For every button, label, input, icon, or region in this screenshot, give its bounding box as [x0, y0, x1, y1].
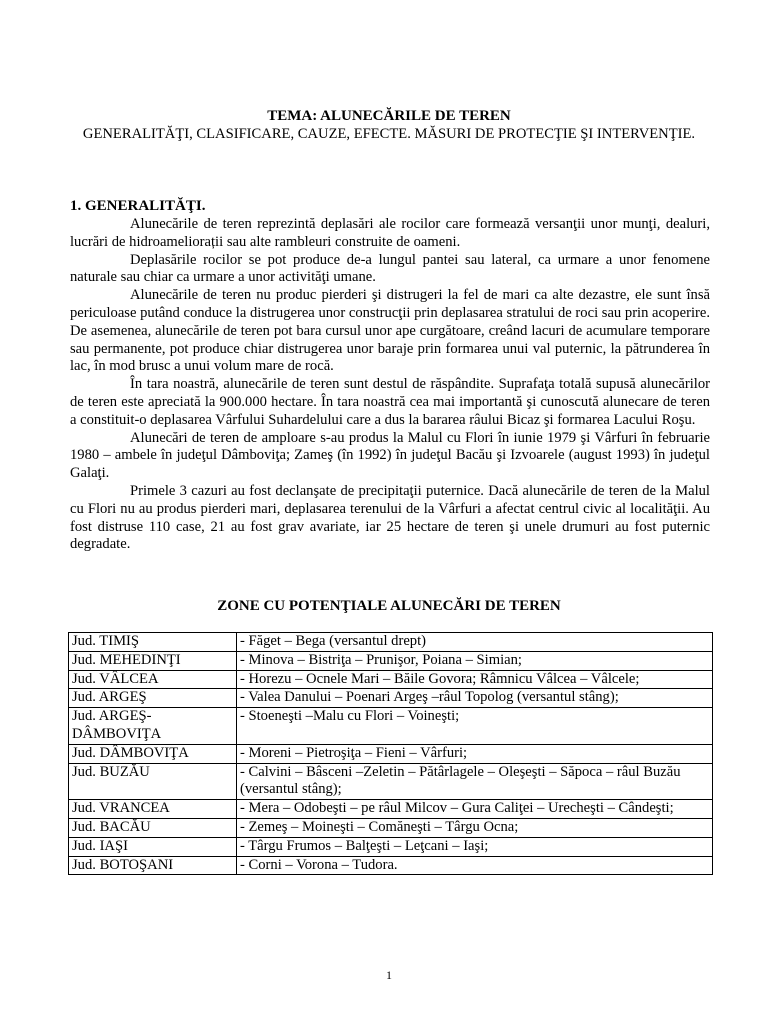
county-cell: Jud. MEHEDINŢI [69, 651, 237, 670]
places-cell: - Valea Danului – Poenari Argeş –râul Topolog (versantul stâng); [237, 689, 713, 708]
county-cell: Jud. IAŞI [69, 837, 237, 856]
places-cell: - Făget – Bega (versantul drept) [237, 633, 713, 652]
table-row [69, 744, 713, 763]
page-number: 1 [386, 968, 392, 982]
places-cell: - Târgu Frumos – Balţeşti – Leţcani – Iaşi; [237, 837, 713, 856]
document-subtitle: GENERALITĂŢI, CLASIFICARE, CAUZE, EFECTE. MĂSURI DE PROTECŢIE ŞI INTERVENŢIE. [82, 126, 696, 142]
table-row [69, 818, 713, 837]
county-cell: Jud. ARGEŞ [69, 689, 237, 708]
paragraph: Alunecările de teren nu produc pierderi şi distrugeri la fel de mari ca alte dezastre, ele sunt însă periculoase putând conduce la distrugerea unor construcţii prin deplasarea stratului de roci sau prin acoperire. De asemenea, alunecările de teren pot bara cursul unor ape curgătoare, creând lacuri de acumulare temporare sau permanente, pot produce chiar distrugerea unor baraje prin formarea unui val puternic, la pătrunderea în lac, în mod brusc a unui volum mare de rocă. [70, 287, 710, 375]
section-body [70, 216, 710, 554]
places-cell: - Horezu – Ocnele Mari – Băile Govora; Râmnicu Vâlcea – Vâlcele; [237, 670, 713, 689]
table-row [69, 763, 713, 800]
document-page [68, 0, 710, 1024]
table-row [69, 689, 713, 708]
places-cell: - Mera – Odobeşti – pe râul Milcov – Gura Caliţei – Urecheşti – Cândeşti; [237, 800, 713, 819]
county-cell: Jud. BUZĂU [69, 763, 237, 800]
county-cell: Jud. BOTOŞANI [69, 856, 237, 875]
county-cell: Jud. TIMIŞ [69, 633, 237, 652]
table-row [69, 633, 713, 652]
table-row [69, 837, 713, 856]
paragraph: Alunecări de teren de amploare s-au produs la Malul cu Flori în iunie 1979 şi Vârfuri în februarie 1980 – ambele în judeţul Dâmboviţa; Zameş (în 1992) în judeţul Bacău şi Izvoarele (august 1993) în judeţul Galaţi. [70, 429, 710, 482]
places-cell: - Calvini – Bâsceni –Zeletin – Pătârlagele – Oleşeşti – Săpoca – râul Buzău (versantul stâng); [237, 763, 713, 800]
paragraph: Alunecările de teren reprezintă deplasări ale rocilor care formează versanţii unor munţi, dealuri, lucrări de hidroameliorații sau alte rambleuri construite de oameni. [70, 216, 710, 250]
paragraph: Primele 3 cazuri au fost declanşate de precipitaţii puternice. Dacă alunecările de teren de la Malul cu Flori nu au produs pierderi mari, deplasarea terenului de la Vârfuri a afectat centrul civic al localităţii. Au fost distruse 110 case, 21 au fost grav avariate, iar 25 hectare de teren şi unele drumuri au fost puternic degradate. [70, 482, 710, 553]
places-cell: - Zemeş – Moineşti – Comăneşti – Târgu Ocna; [237, 818, 713, 837]
places-cell: - Corni – Vorona – Tudora. [237, 856, 713, 875]
table-row [69, 670, 713, 689]
paragraph: Deplasările rocilor se pot produce de-a lungul pantei sau lateral, ca urmare a unor fenomene naturale sau chiar ca urmare a unor activităţi umane. [70, 251, 710, 286]
county-cell: Jud. BACĂU [69, 818, 237, 837]
county-cell: Jud. VÂLCEA [69, 670, 237, 689]
zones-title: ZONE CU POTENŢIALE ALUNECĂRI DE TEREN [217, 598, 561, 614]
places-cell: - Stoeneşti –Malu cu Flori – Voineşti; [237, 708, 713, 745]
table-row [69, 856, 713, 875]
table-row [69, 651, 713, 670]
paragraph: În tara noastră, alunecările de teren sunt destul de răspândite. Suprafaţa totală supusă alunecărilor de teren este apreciată la 900.000 hectare. În tara noastră cea mai importantă şi cunoscută alunecare de teren a constituit-o deplasarea Vârfului Suhardelului care a dus la bararea râului Bicaz şi formarea Lacului Roşu. [70, 376, 710, 428]
county-cell: Jud. VRANCEA [69, 800, 237, 819]
document-title: TEMA: ALUNECĂRILE DE TEREN [267, 108, 511, 124]
table-row [69, 708, 713, 745]
table-row [69, 800, 713, 819]
section-heading: 1. GENERALITĂŢI. [70, 198, 206, 214]
county-cell: Jud. DÂMBOVIŢA [69, 744, 237, 763]
places-cell: - Minova – Bistriţa – Prunişor, Poiana – Simian; [237, 651, 713, 670]
zones-table [68, 632, 713, 875]
county-cell: Jud. ARGEŞ-DÂMBOVIŢA [69, 708, 237, 745]
places-cell: - Moreni – Pietroşiţa – Fieni – Vârfuri; [237, 744, 713, 763]
